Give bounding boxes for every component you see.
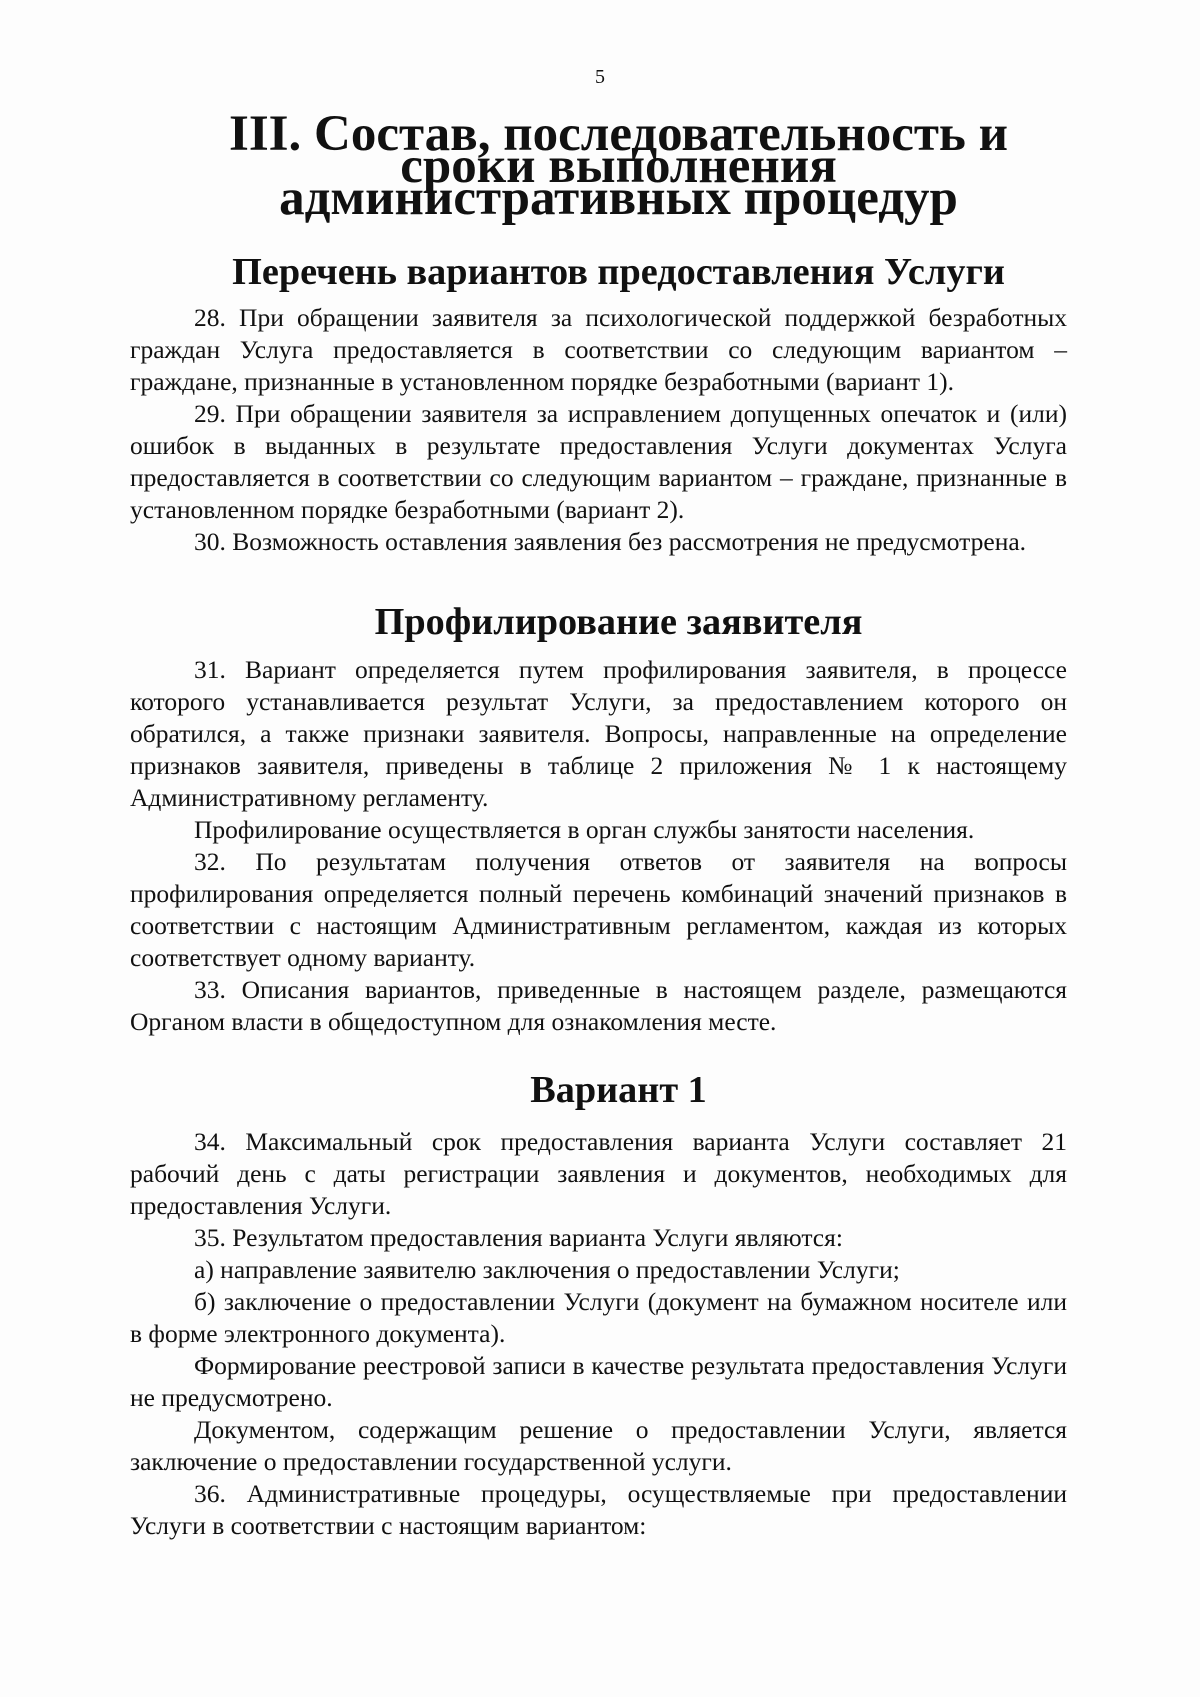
paragraph-30: 30. Возможность оставления заявления без рассмотрения не предусмотрена. — [194, 527, 1027, 556]
paragraph-34: 34. Максимальный срок предоставления варианта Услуги составляет 21 рабочий день с даты регистрации заявления и документов, необходимых для предоставления Услуги. — [130, 1127, 1067, 1220]
heading-variant-1: Вариант 1 — [530, 1069, 707, 1111]
paragraph-32: 32. По результатам получения ответов от заявителя на вопросы профилирования определяется полный перечень комбинаций значений признаков в соответствии с настоящим Административным регламентом, каждая из которых соответствует одному варианту. — [130, 847, 1067, 972]
paragraph-28: 28. При обращении заявителя за психологической поддержкой безработных граждан Услуга предоставляется в соответствии со следующим вариантом – граждане, признанные в установленном порядке безработными (вариант 1). — [130, 303, 1067, 396]
paragraph-profiling-note: Профилирование осуществляется в орган службы занятости населения. — [194, 815, 975, 844]
section-title: III. Состав, последовательность и сроки выполнения административных процедур — [228, 106, 1009, 226]
paragraph-decision-document: Документом, содержащим решение о предоставлении Услуги, является заключение о предоставлении государственной услуги. — [130, 1415, 1067, 1476]
paragraph-registry-record: Формирование реестровой записи в качестве результата предоставления Услуги не предусмотрено. — [130, 1351, 1067, 1412]
paragraph-29: 29. При обращении заявителя за исправлением допущенных опечаток и (или) ошибок в выданных в результате предоставления Услуги документах Услуга предоставляется в соответствии со следующим вариантом – граждане, признанные в установленном порядке безработными (вариант 2). — [130, 399, 1067, 524]
paragraph-35: 35. Результатом предоставления варианта Услуги являются: — [194, 1223, 843, 1252]
heading-profiling: Профилирование заявителя — [374, 601, 863, 643]
document-body — [130, 106, 1067, 1542]
list-item-a: а) направление заявителю заключения о предоставлении Услуги; — [194, 1255, 900, 1284]
list-item-b: б) заключение о предоставлении Услуги (документ на бумажном носителе или в форме электронного документа). — [130, 1287, 1067, 1348]
heading-variants-list: Перечень вариантов предоставления Услуги — [232, 251, 1005, 293]
paragraph-33: 33. Описания вариантов, приведенные в настоящем разделе, размещаются Органом власти в общедоступном для ознакомления месте. — [130, 975, 1067, 1036]
page-number: 5 — [595, 66, 605, 88]
paragraph-31: 31. Вариант определяется путем профилирования заявителя, в процессе которого устанавливается результат Услуги, за предоставлением которого он обратился, а также признаки заявителя. Вопросы, направленные на определение признаков заявителя, приведены в таблице 2 приложения № 1 к настоящему Административному регламенту. — [130, 655, 1067, 812]
paragraph-36: 36. Административные процедуры, осуществляемые при предоставлении Услуги в соответствии с настоящим вариантом: — [130, 1479, 1067, 1540]
